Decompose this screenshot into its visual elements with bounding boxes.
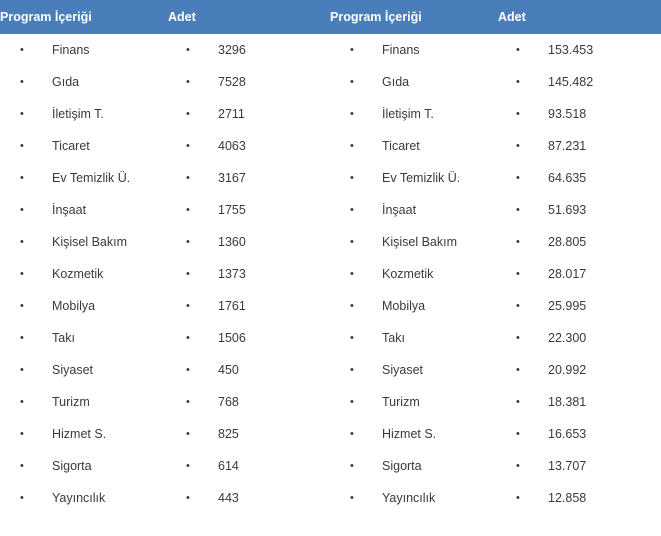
cell-right-category	[330, 194, 498, 226]
cell-left-count	[168, 226, 330, 258]
cell-content	[330, 459, 498, 473]
cell-text: Kozmetik	[382, 267, 434, 281]
cell-right-count	[498, 66, 661, 98]
cell-text: 18.381	[548, 395, 587, 409]
cell-content	[0, 75, 168, 89]
column-header-left-count: Adet	[168, 0, 330, 34]
bullet-icon: •	[20, 427, 24, 440]
table-header-row	[0, 0, 661, 34]
cell-text: 443	[218, 491, 239, 505]
bullet-icon: •	[186, 459, 190, 472]
cell-right-count	[498, 34, 661, 66]
cell-content	[498, 331, 661, 345]
cell-right-count	[498, 354, 661, 386]
bullet-icon: •	[516, 75, 520, 88]
cell-text: Ev Temizlik Ü.	[382, 171, 461, 185]
bullet-icon: •	[350, 267, 354, 280]
cell-text: 87.231	[548, 139, 587, 153]
cell-left-category	[0, 130, 168, 162]
cell-text: Takı	[52, 331, 75, 345]
bullet-icon: •	[186, 235, 190, 248]
table-row	[0, 418, 661, 450]
cell-text: İnşaat	[52, 203, 87, 217]
bullet-icon: •	[20, 235, 24, 248]
cell-content	[498, 107, 661, 121]
cell-left-category	[0, 450, 168, 482]
cell-right-category	[330, 66, 498, 98]
cell-text: 28.805	[548, 235, 587, 249]
cell-right-count	[498, 322, 661, 354]
cell-right-count	[498, 386, 661, 418]
cell-right-category	[330, 418, 498, 450]
cell-text: Ticaret	[382, 139, 420, 153]
bullet-icon: •	[20, 203, 24, 216]
cell-content	[0, 203, 168, 217]
column-header-right-category: Program İçeriği	[330, 0, 498, 34]
cell-content	[330, 491, 498, 505]
cell-right-count	[498, 258, 661, 290]
cell-content	[168, 267, 330, 281]
cell-content	[0, 171, 168, 185]
cell-content	[0, 43, 168, 57]
cell-content	[168, 203, 330, 217]
bullet-icon: •	[516, 235, 520, 248]
cell-text: Siyaset	[52, 363, 93, 377]
cell-content	[498, 427, 661, 441]
bullet-icon: •	[20, 171, 24, 184]
bullet-icon: •	[20, 395, 24, 408]
cell-right-count	[498, 290, 661, 322]
cell-content	[0, 395, 168, 409]
cell-content	[0, 299, 168, 313]
cell-right-category	[330, 34, 498, 66]
bullet-icon: •	[350, 235, 354, 248]
bullet-icon: •	[350, 107, 354, 120]
bullet-icon: •	[350, 139, 354, 152]
cell-left-count	[168, 66, 330, 98]
cell-right-count	[498, 130, 661, 162]
cell-text: Kişisel Bakım	[382, 235, 458, 249]
bullet-icon: •	[186, 267, 190, 280]
cell-content	[498, 363, 661, 377]
bullet-icon: •	[516, 363, 520, 376]
bullet-icon: •	[516, 427, 520, 440]
cell-text: Hizmet S.	[382, 427, 437, 441]
table-row	[0, 386, 661, 418]
cell-content	[168, 459, 330, 473]
cell-left-count	[168, 386, 330, 418]
bullet-icon: •	[516, 139, 520, 152]
cell-left-category	[0, 322, 168, 354]
cell-text: 825	[218, 427, 239, 441]
cell-right-category	[330, 354, 498, 386]
cell-text: Kozmetik	[52, 267, 104, 281]
table-row	[0, 322, 661, 354]
cell-right-category	[330, 130, 498, 162]
bullet-icon: •	[516, 43, 520, 56]
cell-left-category	[0, 258, 168, 290]
cell-left-category	[0, 482, 168, 514]
cell-content	[168, 363, 330, 377]
bullet-icon: •	[516, 395, 520, 408]
cell-content	[0, 267, 168, 281]
table-row	[0, 354, 661, 386]
bullet-icon: •	[350, 299, 354, 312]
bullet-icon: •	[350, 43, 354, 56]
cell-right-category	[330, 258, 498, 290]
cell-text: 93.518	[548, 107, 587, 121]
cell-left-category	[0, 98, 168, 130]
cell-text: 450	[218, 363, 239, 377]
cell-text: Yayıncılık	[52, 491, 106, 505]
cell-content	[330, 235, 498, 249]
bullet-icon: •	[20, 331, 24, 344]
table-row	[0, 130, 661, 162]
cell-text: Sigorta	[52, 459, 92, 473]
cell-content	[0, 107, 168, 121]
cell-content	[330, 331, 498, 345]
cell-left-category	[0, 418, 168, 450]
bullet-icon: •	[516, 171, 520, 184]
cell-content	[498, 235, 661, 249]
cell-text: Siyaset	[382, 363, 423, 377]
cell-left-count	[168, 194, 330, 226]
table-row	[0, 162, 661, 194]
cell-left-category	[0, 354, 168, 386]
bullet-icon: •	[20, 107, 24, 120]
table-row	[0, 98, 661, 130]
cell-left-count	[168, 130, 330, 162]
cell-left-count	[168, 34, 330, 66]
cell-text: Gıda	[52, 75, 80, 89]
cell-content	[168, 235, 330, 249]
cell-text: Finans	[382, 43, 420, 57]
bullet-icon: •	[186, 107, 190, 120]
cell-left-count	[168, 450, 330, 482]
cell-text: İletişim T.	[52, 107, 104, 121]
cell-content	[168, 43, 330, 57]
cell-text: 13.707	[548, 459, 587, 473]
cell-content	[498, 75, 661, 89]
cell-content	[330, 139, 498, 153]
cell-text: 3296	[218, 43, 246, 57]
cell-left-count	[168, 98, 330, 130]
cell-right-category	[330, 162, 498, 194]
cell-text: 20.992	[548, 363, 587, 377]
cell-text: Ev Temizlik Ü.	[52, 171, 131, 185]
cell-text: 12.858	[548, 491, 587, 505]
bullet-icon: •	[516, 107, 520, 120]
bullet-icon: •	[20, 139, 24, 152]
cell-content	[0, 363, 168, 377]
cell-content	[498, 267, 661, 281]
cell-right-count	[498, 418, 661, 450]
cell-text: 25.995	[548, 299, 587, 313]
bullet-icon: •	[350, 427, 354, 440]
cell-text: Mobilya	[382, 299, 426, 313]
table-body	[0, 34, 661, 514]
cell-content	[330, 299, 498, 313]
cell-content	[330, 75, 498, 89]
cell-text: Turizm	[382, 395, 420, 409]
bullet-icon: •	[20, 363, 24, 376]
cell-right-count	[498, 162, 661, 194]
bullet-icon: •	[350, 491, 354, 504]
cell-left-category	[0, 226, 168, 258]
bullet-icon: •	[516, 491, 520, 504]
cell-content	[498, 491, 661, 505]
cell-content	[498, 459, 661, 473]
cell-content	[498, 299, 661, 313]
cell-content	[498, 139, 661, 153]
bullet-icon: •	[20, 267, 24, 280]
cell-text: 4063	[218, 139, 246, 153]
cell-right-category	[330, 290, 498, 322]
cell-right-count	[498, 450, 661, 482]
cell-content	[168, 427, 330, 441]
cell-right-category	[330, 226, 498, 258]
bullet-icon: •	[20, 75, 24, 88]
bullet-icon: •	[350, 395, 354, 408]
cell-text: 614	[218, 459, 239, 473]
cell-content	[330, 267, 498, 281]
cell-text: 1755	[218, 203, 246, 217]
cell-text: 3167	[218, 171, 246, 185]
cell-left-count	[168, 482, 330, 514]
cell-right-category	[330, 386, 498, 418]
bullet-icon: •	[20, 43, 24, 56]
cell-content	[168, 491, 330, 505]
cell-content	[498, 203, 661, 217]
cell-text: 51.693	[548, 203, 587, 217]
bullet-icon: •	[20, 299, 24, 312]
bullet-icon: •	[186, 331, 190, 344]
cell-left-category	[0, 66, 168, 98]
table-row	[0, 258, 661, 290]
cell-content	[168, 331, 330, 345]
cell-content	[330, 171, 498, 185]
cell-content	[0, 331, 168, 345]
cell-right-count	[498, 194, 661, 226]
bullet-icon: •	[186, 395, 190, 408]
cell-text: 7528	[218, 75, 246, 89]
bullet-icon: •	[186, 43, 190, 56]
bullet-icon: •	[186, 75, 190, 88]
cell-text: İletişim T.	[382, 107, 434, 121]
bullet-icon: •	[20, 459, 24, 472]
cell-left-count	[168, 290, 330, 322]
cell-content	[168, 75, 330, 89]
cell-left-category	[0, 34, 168, 66]
cell-content	[498, 171, 661, 185]
cell-content	[330, 43, 498, 57]
cell-content	[0, 235, 168, 249]
bullet-icon: •	[516, 267, 520, 280]
cell-left-count	[168, 322, 330, 354]
table-row	[0, 482, 661, 514]
cell-content	[330, 427, 498, 441]
cell-left-count	[168, 258, 330, 290]
cell-content	[0, 491, 168, 505]
cell-text: İnşaat	[382, 203, 417, 217]
bullet-icon: •	[186, 139, 190, 152]
cell-text: 1373	[218, 267, 246, 281]
cell-content	[168, 139, 330, 153]
cell-left-count	[168, 162, 330, 194]
cell-content	[168, 171, 330, 185]
bullet-icon: •	[186, 299, 190, 312]
cell-text: 22.300	[548, 331, 587, 345]
column-header-right-count: Adet	[498, 0, 661, 34]
bullet-icon: •	[20, 491, 24, 504]
cell-text: 768	[218, 395, 239, 409]
cell-text: Takı	[382, 331, 405, 345]
bullet-icon: •	[350, 331, 354, 344]
cell-content	[0, 459, 168, 473]
cell-text: Mobilya	[52, 299, 96, 313]
column-header-left-category: Program İçeriği	[0, 0, 168, 34]
table-row	[0, 226, 661, 258]
bullet-icon: •	[186, 171, 190, 184]
cell-right-category	[330, 450, 498, 482]
cell-text: 1360	[218, 235, 246, 249]
cell-right-count	[498, 482, 661, 514]
table-row	[0, 34, 661, 66]
cell-content	[168, 395, 330, 409]
cell-text: Finans	[52, 43, 90, 57]
cell-text: Yayıncılık	[382, 491, 436, 505]
cell-text: Sigorta	[382, 459, 422, 473]
cell-content	[330, 203, 498, 217]
cell-text: 64.635	[548, 171, 587, 185]
bullet-icon: •	[350, 171, 354, 184]
cell-content	[168, 107, 330, 121]
cell-text: Turizm	[52, 395, 90, 409]
cell-right-category	[330, 482, 498, 514]
cell-left-count	[168, 354, 330, 386]
table-header	[0, 0, 661, 34]
cell-text: Ticaret	[52, 139, 90, 153]
cell-text: 153.453	[548, 43, 594, 57]
bullet-icon: •	[186, 203, 190, 216]
cell-text: 2711	[218, 107, 245, 121]
cell-text: 145.482	[548, 75, 594, 89]
bullet-icon: •	[186, 363, 190, 376]
table-row	[0, 290, 661, 322]
bullet-icon: •	[350, 363, 354, 376]
cell-right-count	[498, 226, 661, 258]
bullet-icon: •	[350, 203, 354, 216]
cell-left-category	[0, 290, 168, 322]
cell-right-count	[498, 98, 661, 130]
cell-left-category	[0, 194, 168, 226]
cell-right-category	[330, 322, 498, 354]
cell-content	[0, 139, 168, 153]
cell-text: Gıda	[382, 75, 410, 89]
bullet-icon: •	[516, 331, 520, 344]
cell-content	[330, 363, 498, 377]
cell-text: Kişisel Bakım	[52, 235, 128, 249]
table-row	[0, 66, 661, 98]
cell-content	[0, 427, 168, 441]
cell-text: Hizmet S.	[52, 427, 107, 441]
bullet-icon: •	[350, 75, 354, 88]
bullet-icon: •	[186, 427, 190, 440]
cell-left-count	[168, 418, 330, 450]
table-row	[0, 194, 661, 226]
cell-right-category	[330, 98, 498, 130]
cell-left-category	[0, 386, 168, 418]
bullet-icon: •	[350, 459, 354, 472]
cell-content	[498, 43, 661, 57]
bullet-icon: •	[516, 203, 520, 216]
cell-text: 1506	[218, 331, 246, 345]
cell-content	[498, 395, 661, 409]
cell-left-category	[0, 162, 168, 194]
cell-content	[330, 107, 498, 121]
bullet-icon: •	[516, 459, 520, 472]
bullet-icon: •	[186, 491, 190, 504]
bullet-icon: •	[516, 299, 520, 312]
table-row	[0, 450, 661, 482]
cell-content	[168, 299, 330, 313]
cell-text: 16.653	[548, 427, 587, 441]
cell-content	[330, 395, 498, 409]
cell-text: 1761	[218, 299, 246, 313]
cell-text: 28.017	[548, 267, 587, 281]
